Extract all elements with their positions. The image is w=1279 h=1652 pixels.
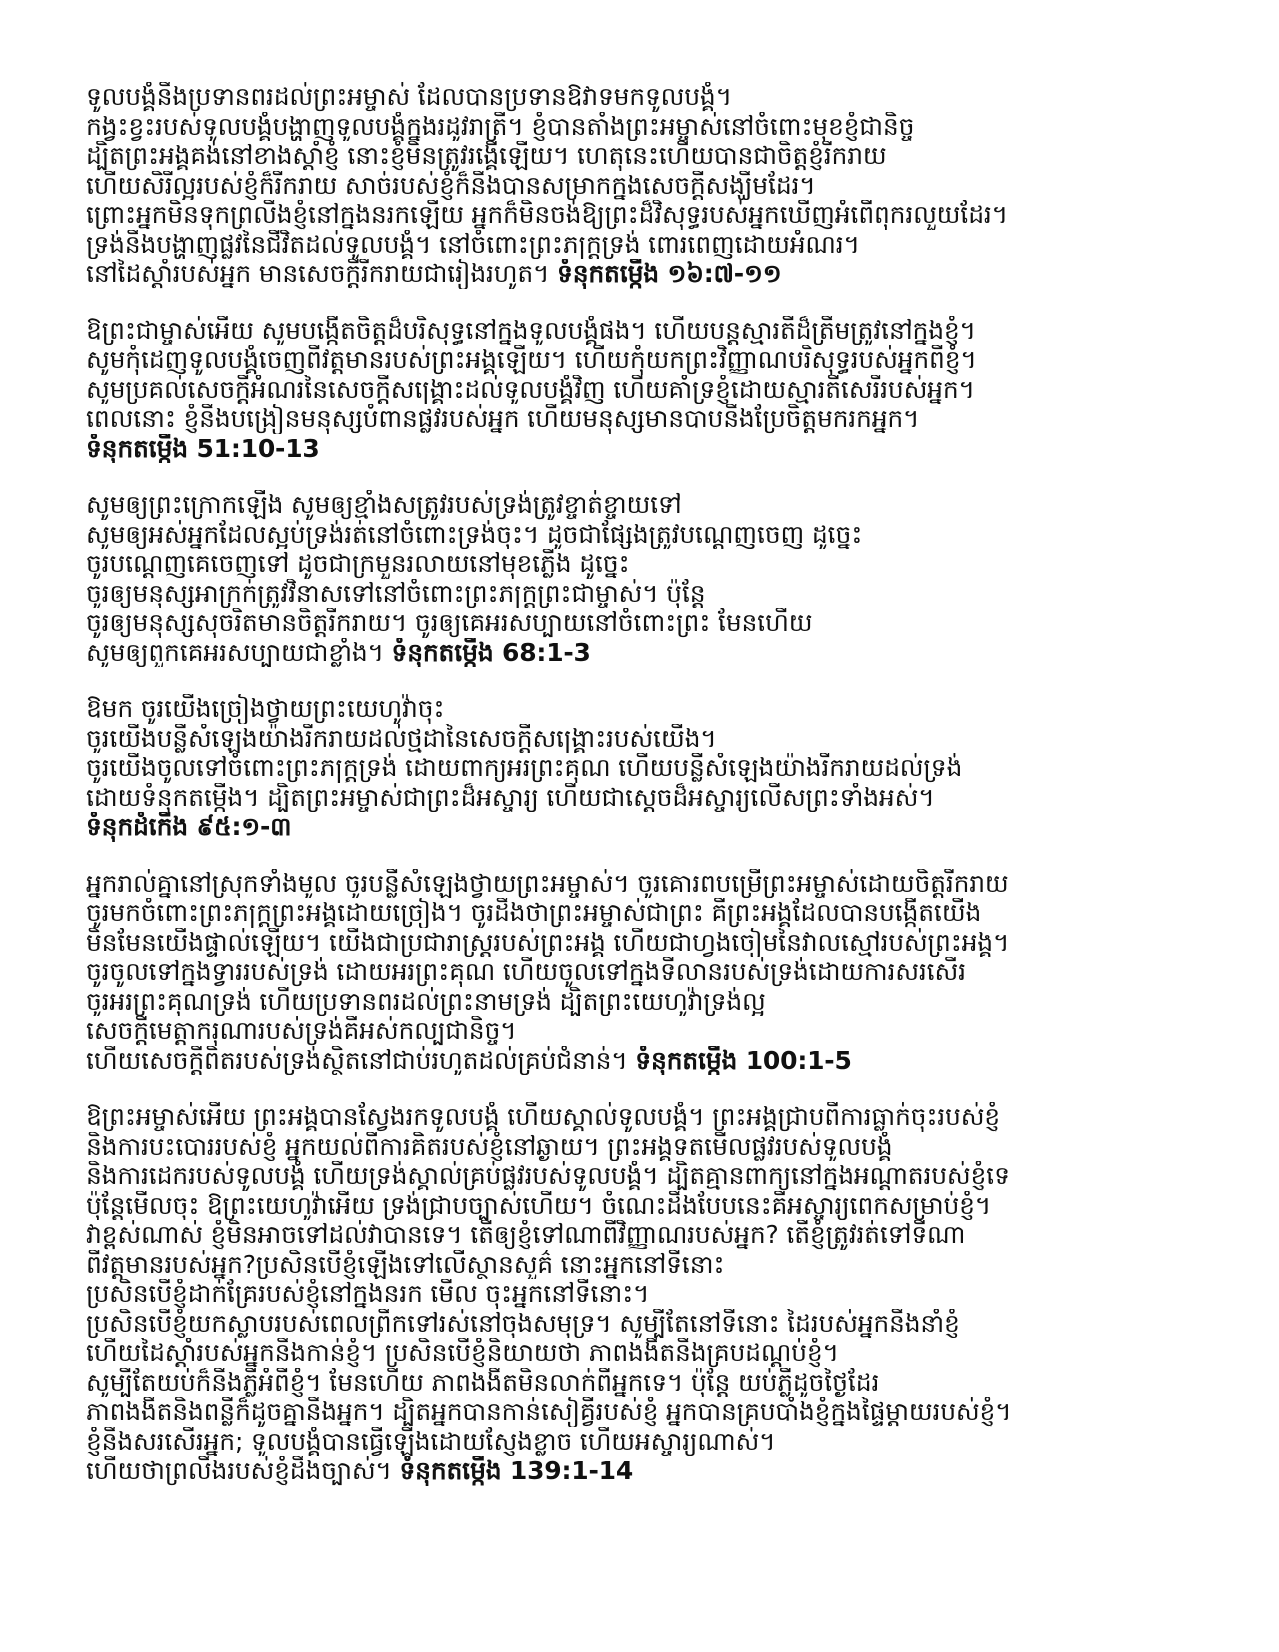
text-line <box>86 783 1196 813</box>
text-line <box>86 171 1196 201</box>
line-text: ឱមក ចូរយើងច្រៀងថ្វាយព្រះយេហូវ៉ាចុះ <box>86 694 445 723</box>
text-line <box>86 345 1196 375</box>
text-line <box>86 1191 1196 1221</box>
text-line <box>86 1456 1196 1486</box>
text-line <box>86 957 1196 987</box>
verse-reference: ទំនុកតម្កើង 139:1-14 <box>399 1456 634 1485</box>
line-text: អ្នករាល់គ្នានៅស្រុកទាំងមូល ចូរបន្លឺសំឡេងថ្វាយព្រះអម្ចាស់។ ចូរគោរពបម្រើព្រះអម្ចាស់ដោយចិត្តរីករាយ <box>86 868 1009 898</box>
line-text: ប៉ុន្តែមើលចុះ ឱព្រះយេហូវ៉ាអើយ ទ្រង់ជ្រាបច្បាស់ហើយ។ ចំណេះដឹងបែបនេះគឺអស្ចារ្យពេកសម្រាប់ខ្ញុំ។ <box>86 1190 992 1220</box>
text-line <box>86 608 1196 638</box>
line-text: ភាពងងឹតនិងពន្លឺក៏ដូចគ្នានឹងអ្នក។ ដ្បិតអ្នកបានកាន់សៀគ្វីរបស់ខ្ញុំ អ្នកបានគ្របបាំងខ្ញុំក្នុងផ្ទៃម្តាយរបស់ខ្ញុំ។ <box>86 1397 1012 1426</box>
text-line <box>86 82 1196 112</box>
line-text: សូមឲ្យព្រះក្រោកឡើង សូមឲ្យខ្មាំងសត្រូវរបស់ទ្រង់ត្រូវខ្ចាត់ខ្ចាយទៅ <box>86 490 682 519</box>
text-line <box>86 375 1196 405</box>
line-text: ហើយថាព្រលឹងរបស់ខ្ញុំដឹងច្បាស់។ <box>86 1456 392 1485</box>
verse-reference: ទំនុកតម្កើង 68:1-3 <box>391 637 591 667</box>
text-line <box>86 1368 1196 1398</box>
line-text: ប្រសិនបើខ្ញុំដាក់គ្រែរបស់ខ្ញុំនៅក្នុងនរក មើល ចុះអ្នកនៅទីនោះ។ <box>86 1279 650 1308</box>
line-text: ព្រោះអ្នកមិនទុកព្រលឹងខ្ញុំនៅក្នុងនរកឡើយ អ្នកក៏មិនចង់ឱ្យព្រះដ៏វិសុទ្ធរបស់អ្នកឃើញអំពើពុករលួយដែរ។ <box>86 200 1008 229</box>
scripture-paragraph <box>86 316 1196 464</box>
scripture-paragraph <box>86 1102 1196 1486</box>
text-line <box>86 490 1196 520</box>
text-line <box>86 1250 1196 1280</box>
text-line <box>86 316 1196 346</box>
text-line <box>86 1279 1196 1309</box>
line-text: ចូរចូលទៅក្នុងទ្វាររបស់ទ្រង់ ដោយអរព្រះគុណ ហើយចូលទៅក្នុងទីលានរបស់ទ្រង់ដោយការសរសើរ <box>86 957 966 986</box>
line-text: ចូរមកចំពោះព្រះភក្ត្រព្រះអង្គដោយច្រៀង។ ចូរដឹងថាព្រះអម្ចាស់ជាព្រះ គឺព្រះអង្គដែលបានបង្កើតយើង <box>86 898 982 927</box>
scripture-paragraph <box>86 82 1196 289</box>
text-line <box>86 1309 1196 1339</box>
line-text: ចូរឲ្យមនុស្សអាក្រក់ត្រូវវិនាសទៅនៅចំពោះព្រះភក្ត្រព្រះជាម្ចាស់។ ប៉ុន្តែ <box>86 578 706 608</box>
text-line <box>86 230 1196 260</box>
text-line <box>86 1427 1196 1457</box>
scripture-paragraph <box>86 490 1196 667</box>
text-line <box>86 987 1196 1017</box>
line-text: កង្វះខ្វះរបស់ទូលបង្គំបង្ហាញទូលបង្គំក្នុងរដូវរាត្រី។ ខ្ញុំបានតាំងព្រះអម្ចាស់នៅចំពោះមុខខ្ញុំជានិច្ច <box>86 111 915 141</box>
document-body <box>86 82 1196 1486</box>
text-line <box>86 404 1196 434</box>
text-line <box>86 1046 1196 1076</box>
line-text: ឱព្រះជាម្ចាស់អើយ សូមបង្កើតចិត្តដ៏បរិសុទ្ធនៅក្នុងទូលបង្គំផង។ ហើយបន្តស្មារតីដ៏ត្រឹមត្រូវនៅក្នុងខ្ញុំ។ <box>86 315 976 345</box>
text-line <box>86 1220 1196 1250</box>
line-text: សូម្បីតែយប់ក៏នឹងភ្លឺអំពីខ្ញុំ។ មែនហើយ ភាពងងឹតមិនលាក់ពីអ្នកទេ។ ប៉ុន្តែ យប់ភ្លឺដូចថ្ងៃដែរ <box>86 1367 880 1397</box>
line-text: ចូរយើងបន្លឺសំឡេងយ៉ាងរីករាយដល់ថ្មដានៃសេចក្តីសង្គ្រោះរបស់យើង។ <box>86 723 717 753</box>
line-text: វាខ្ពស់ណាស់ ខ្ញុំមិនអាចទៅដល់វាបានទេ។ តើឲ្យខ្ញុំទៅណាពីវិញ្ញាណរបស់អ្នក? តើខ្ញុំត្រូវរត់ទៅទីណា <box>86 1220 966 1249</box>
text-line <box>86 200 1196 230</box>
text-line <box>86 694 1196 724</box>
verse-reference: ទំនុកតម្កើង 51:10-13 <box>86 433 320 463</box>
line-text: ហើយសេចក្តីពិតរបស់ទ្រង់ស្ថិតនៅជាប់រហូតដល់គ្រប់ជំនាន់។ <box>86 1045 628 1075</box>
line-text: ពីវត្តមានរបស់អ្នក?ប្រសិនបើខ្ញុំឡើងទៅលើស្ថានសួគ៌ នោះអ្នកនៅទីនោះ <box>86 1249 725 1279</box>
text-line <box>86 1016 1196 1046</box>
line-text: និងការដេករបស់ទូលបង្គំ ហើយទ្រង់ស្គាល់គ្រប់ផ្លូវរបស់ទូលបង្គំ។ ដ្បិតគ្មានពាក្យនៅក្នុងអណ្តាតរបស់ខ្ញុំទេ <box>86 1161 1010 1190</box>
line-text: នៅដៃស្តាំរបស់អ្នក មានសេចក្តីរីករាយជារៀងរហូត។ <box>86 259 550 288</box>
verse-reference: ទំនុកតម្កើង ១៦:៧-១១ <box>557 259 782 288</box>
line-text: ប្រសិនបើខ្ញុំយកស្លាបរបស់ពេលព្រឹកទៅរស់នៅចុងសមុទ្រ។ សូម្បីតែនៅទីនោះ ដៃរបស់អ្នកនឹងនាំខ្ញុំ <box>86 1308 960 1338</box>
text-line <box>86 259 1196 289</box>
line-text: និងការបះបោររបស់ខ្ញុំ អ្នកយល់ពីការគិតរបស់ខ្ញុំនៅឆ្ងាយ។ ព្រះអង្គទតមើលផ្លូវរបស់ទូលបង្គំ <box>86 1131 893 1161</box>
text-line <box>86 141 1196 171</box>
line-text: សូមកុំដេញទូលបង្គំចេញពីវត្តមានរបស់ព្រះអង្គឡើយ។ ហើយកុំយកព្រះវិញ្ញាណបរិសុទ្ធរបស់អ្នកពីខ្ញុំ។ <box>86 345 977 374</box>
text-line <box>86 549 1196 579</box>
line-text: សូមឲ្យអស់អ្នកដែលស្អប់ទ្រង់រត់នៅចំពោះទ្រង់ចុះ។ ដូចជាផ្សែងត្រូវបណ្តេញចេញ ដូច្នេះ <box>86 519 863 549</box>
text-line <box>86 1102 1196 1132</box>
text-line <box>86 1397 1196 1427</box>
line-text: ចូរយើងចូលទៅចំពោះព្រះភក្ត្រទ្រង់ ដោយពាក្យអរព្រះគុណ ហើយបន្លឺសំឡេងយ៉ាងរីករាយដល់ទ្រង់ <box>86 753 963 782</box>
line-text: ដោយទំនុកតម្កើង។ ដ្បិតព្រះអម្ចាស់ជាព្រះដ៏អស្ចារ្យ ហើយជាស្តេចដ៏អស្ចារ្យលើសព្រះទាំងអស់។ <box>86 782 935 812</box>
text-line <box>86 898 1196 928</box>
line-text: មិនមែនយើងផ្ទាល់ឡើយ។ យើងជាប្រជារាស្ត្ររបស់ព្រះអង្គ ហើយជាហ្វូងចៀមនៃវាលស្មៅរបស់ព្រះអង្គ។ <box>86 927 1010 957</box>
line-text: ចូរអរព្រះគុណទ្រង់ ហើយប្រទានពរដល់ព្រះនាមទ្រង់ ដ្បិតព្រះយេហូវ៉ាទ្រង់ល្អ <box>86 986 766 1016</box>
line-text: ទ្រង់នឹងបង្ហាញផ្លូវនៃជីវិតដល់ទូលបង្គំ។ នៅចំពោះព្រះភក្ត្រទ្រង់ ពោរពេញដោយអំណរ។ <box>86 229 860 259</box>
line-text: ហើយដៃស្តាំរបស់អ្នកនឹងកាន់ខ្ញុំ។ ប្រសិនបើខ្ញុំនិយាយថា ភាពងងឹតនឹងគ្របដណ្តប់ខ្ញុំ។ <box>86 1338 839 1367</box>
text-line <box>86 638 1196 668</box>
line-text: សូមប្រគល់សេចក្តីអំណរនៃសេចក្តីសង្គ្រោះដល់ទូលបង្គំវិញ ហើយគាំទ្រខ្ញុំដោយស្មារតីសេរីរបស់អ្នក។ <box>86 374 975 404</box>
line-text: ចូរបណ្តេញគេចេញទៅ ដូចជាក្រមួនរលាយនៅមុខភ្លើង ដូច្នេះ <box>86 549 630 578</box>
text-line <box>86 724 1196 754</box>
text-line <box>86 1161 1196 1191</box>
line-text: ហើយសិរីល្អរបស់ខ្ញុំក៏រីករាយ សាច់របស់ខ្ញុំក៏នឹងបានសម្រាកក្នុងសេចក្ដីសង្ឃឹមដែរ។ <box>86 170 816 200</box>
text-line <box>86 520 1196 550</box>
text-line <box>86 753 1196 783</box>
line-text: សេចក្តីមេត្តាករុណារបស់ទ្រង់គឺអស់កល្បជានិច្ច។ <box>86 1016 517 1045</box>
line-text: ដ្បិតព្រះអង្គគង់នៅខាងស្តាំខ្ញុំ នោះខ្ញុំមិនត្រូវរង្គើឡើយ។ ហេតុនេះហើយបានជាចិត្តខ្ញុំរីករាយ <box>86 141 887 170</box>
line-text: ពេលនោះ ខ្ញុំនឹងបង្រៀនមនុស្សបំពានផ្លូវរបស់អ្នក ហើយមនុស្សមានបាបនឹងប្រែចិត្តមករកអ្នក។ <box>86 404 920 433</box>
text-line <box>86 112 1196 142</box>
line-text: ខ្ញុំនឹងសរសើរអ្នក; ទូលបង្គំបានធ្វើឡើងដោយស្ញែងខ្លាច ហើយអស្ចារ្យណាស់។ <box>86 1426 776 1456</box>
verse-reference: ទំនុកដំកើង ៩៥:១-៣ <box>86 812 292 841</box>
text-line <box>86 928 1196 958</box>
text-line <box>86 1132 1196 1162</box>
line-text: ឱព្រះអម្ចាស់អើយ ព្រះអង្គបានស្វែងរកទូលបង្គំ ហើយស្គាល់ទូលបង្គំ។ ព្រះអង្គជ្រាបពីការធ្លាក់ចុះរបស់ខ្ញុំ <box>86 1102 1000 1131</box>
scripture-paragraph <box>86 694 1196 842</box>
line-text: ទូលបង្គំនឹងប្រទានពរដល់ព្រះអម្ចាស់ ដែលបានប្រទានឱវាទមកទូលបង្គំ។ <box>86 82 732 111</box>
line-text: សូមឲ្យពួកគេអរសប្បាយជាខ្លាំង។ <box>86 637 384 667</box>
document-page <box>86 82 1196 1513</box>
verse-reference: ទំនុកតម្កើង 100:1-5 <box>635 1045 852 1075</box>
text-line <box>86 1338 1196 1368</box>
text-line <box>86 869 1196 899</box>
scripture-paragraph <box>86 869 1196 1076</box>
line-text: ចូរឲ្យមនុស្សសុចរិតមានចិត្តរីករាយ។ ចូរឲ្យគេអរសប្បាយនៅចំពោះព្រះ មែនហើយ <box>86 608 813 637</box>
text-line <box>86 579 1196 609</box>
